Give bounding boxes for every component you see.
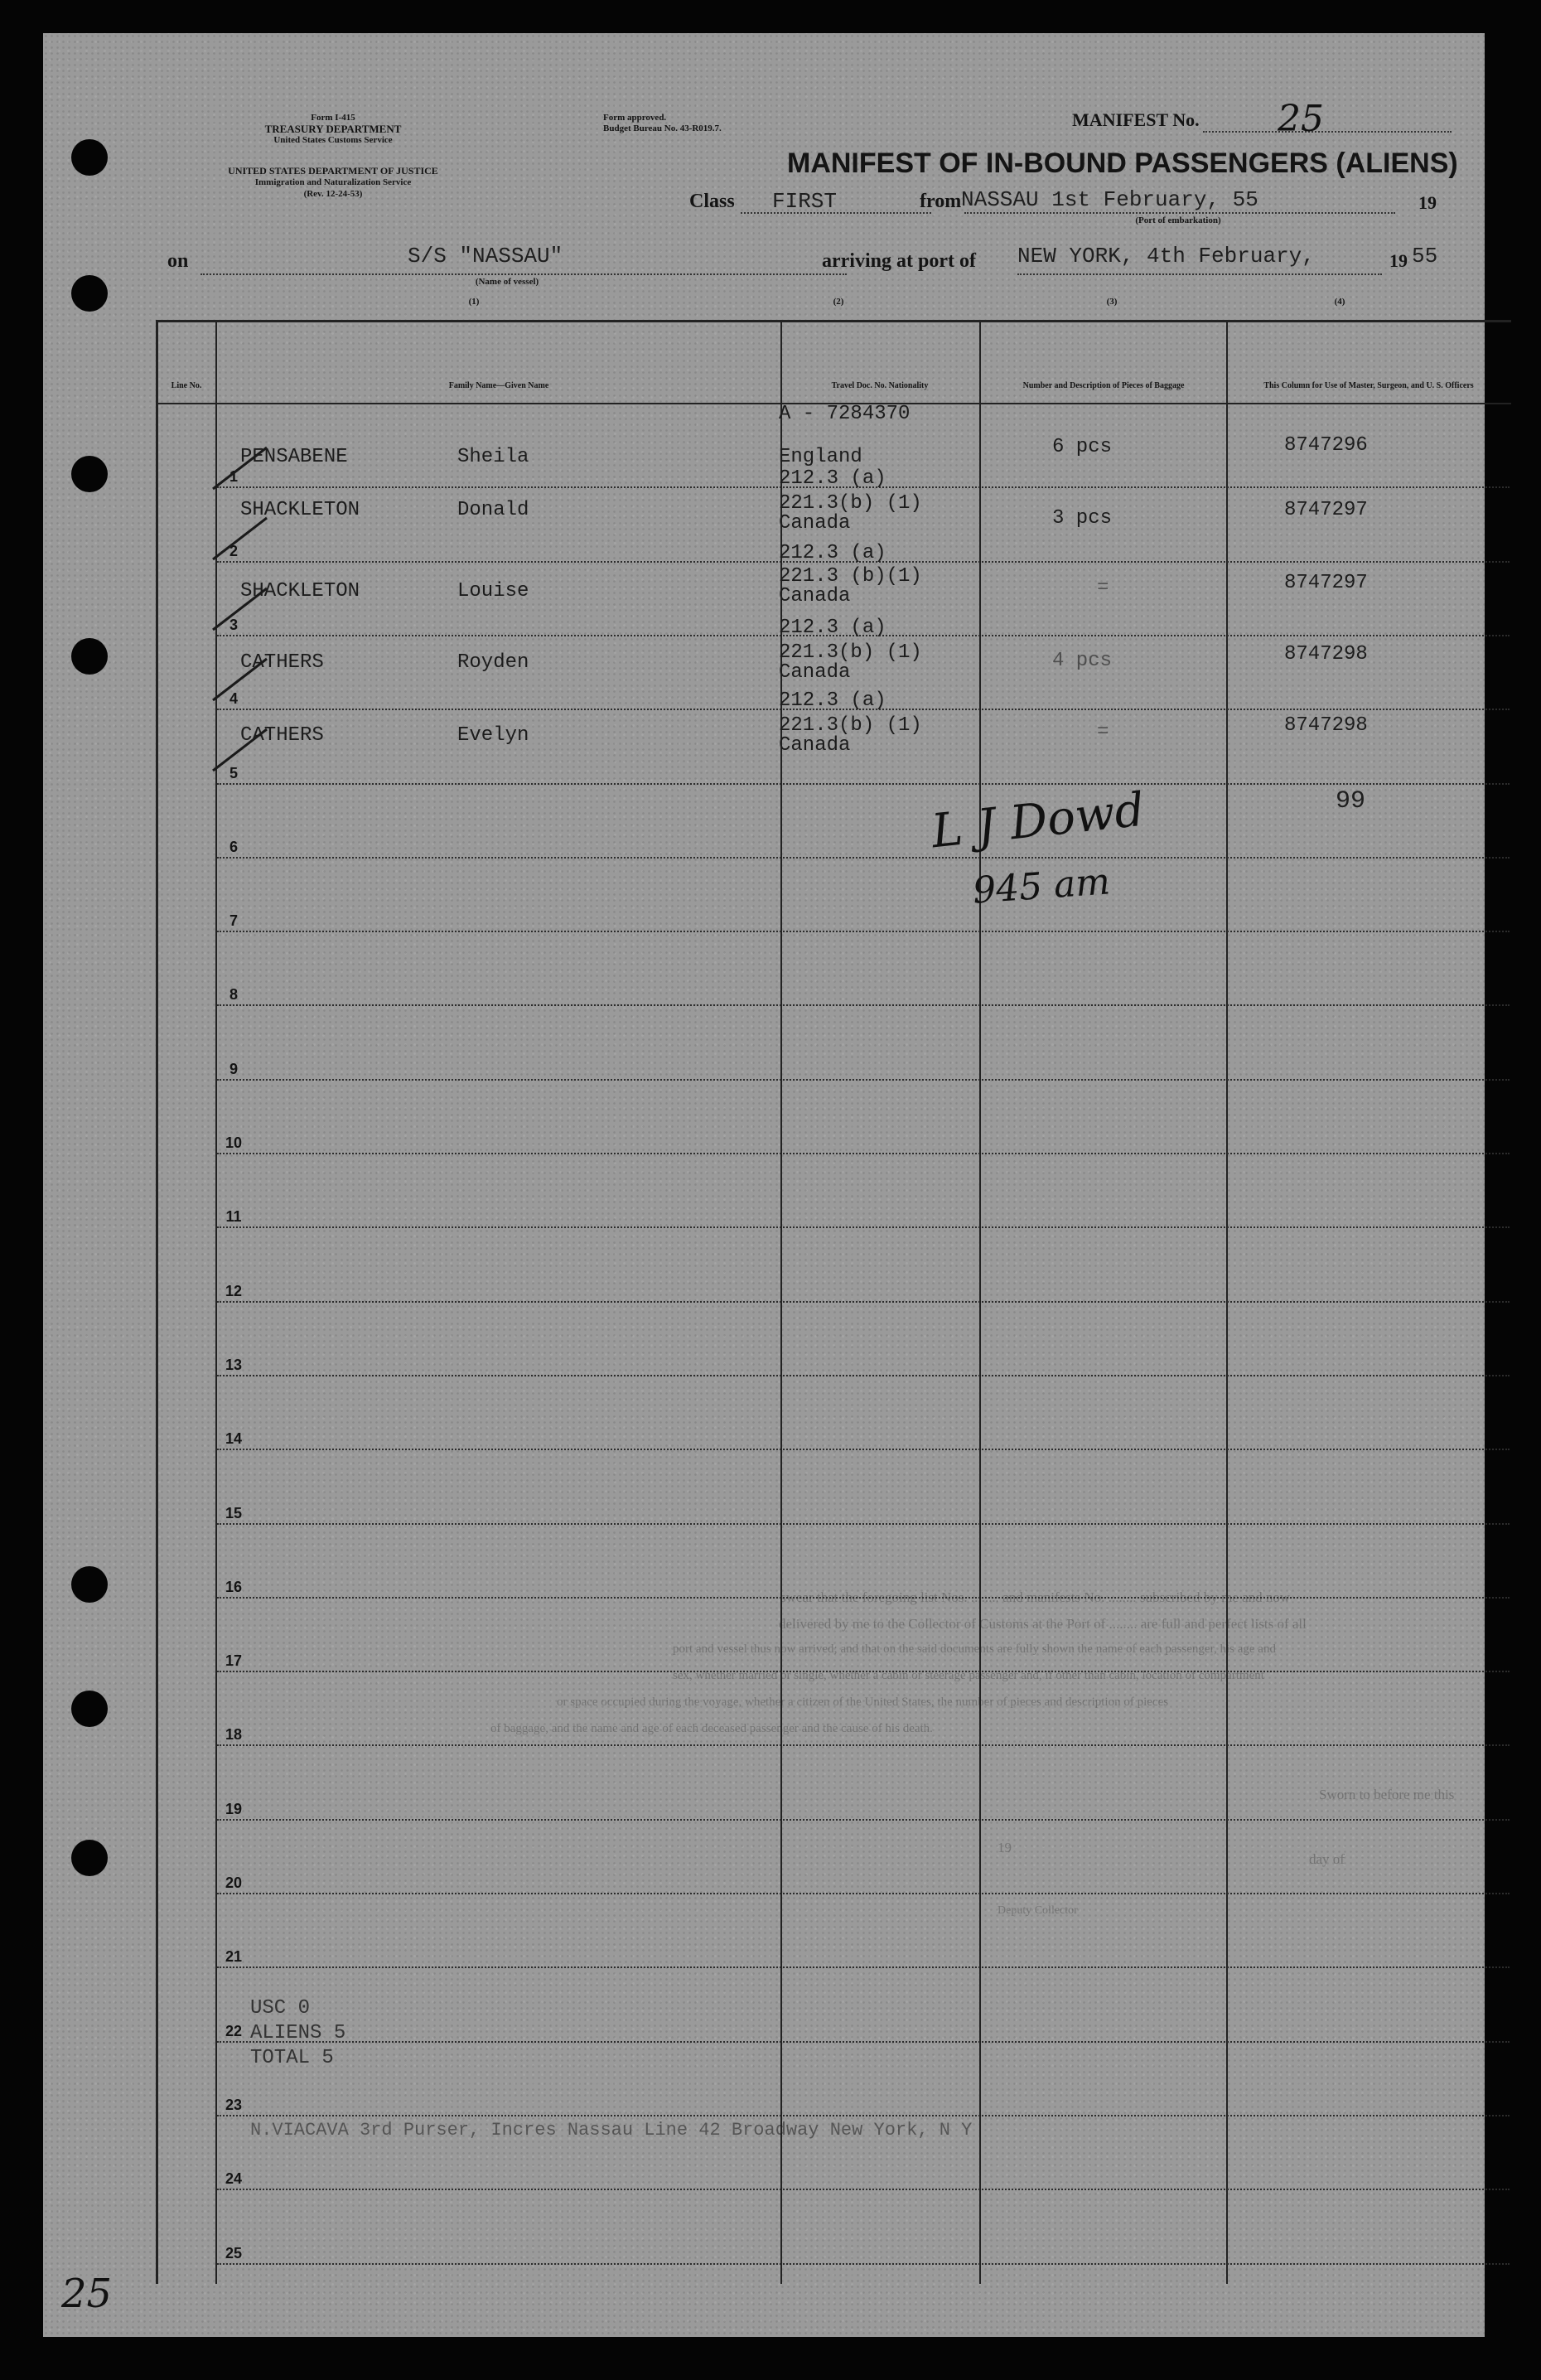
arriving-line (1017, 273, 1382, 275)
line-number: 19 (225, 1801, 243, 1817)
line-number: 13 (225, 1357, 243, 1373)
manifest-number: 25 (1278, 98, 1324, 140)
arrival-year: 55 (1412, 244, 1438, 268)
row-guide-line (217, 931, 1510, 932)
line-number: 7 (229, 912, 238, 929)
row-guide-line (217, 2189, 1510, 2190)
passenger-given-name: Donald (457, 499, 529, 521)
punch-hole (71, 1691, 108, 1727)
vessel-name: S/S "NASSAU" (408, 244, 563, 268)
immigration-service: Immigration and Naturalization Service (254, 177, 412, 187)
row-guide-line (217, 1893, 1510, 1894)
oath-line: port and vessel thus now arrived; and that on the said documents are fully shown the name of each passenger, his age and (673, 1642, 1276, 1656)
line-number: 14 (225, 1430, 243, 1447)
col-number-2: (2) (833, 297, 844, 307)
passenger-family-name: CATHERS (240, 651, 324, 674)
passenger-travel-doc-2: 221.3(b) (1) (779, 714, 922, 737)
oath-line: sex, whether married or single, whether a cabin or steerage passenger and, if other than cabin, location of compartment (673, 1669, 1264, 1682)
check-mark (213, 588, 267, 630)
row-guide-line (217, 2115, 1510, 2116)
row-guide-line (217, 1004, 1510, 1006)
row-guide-line (217, 1153, 1510, 1154)
punch-hole (71, 456, 108, 492)
punch-hole (71, 1566, 108, 1603)
form-approved: Form approved. (603, 113, 667, 123)
deputy-collector: Deputy Collector (998, 1904, 1078, 1917)
line-number: 24 (225, 2170, 243, 2187)
passenger-baggage: = (1097, 721, 1109, 743)
passenger-nationality: Canada (779, 734, 851, 757)
col-number-4: (4) (1334, 297, 1345, 307)
passenger-travel-doc: A - 7284370 (779, 403, 911, 425)
row-guide-line (217, 1966, 1510, 1968)
passenger-travel-doc: 212.3 (a) (779, 689, 886, 712)
row-guide-line (217, 1079, 1510, 1081)
passenger-travel-doc: 212.3 (a) (779, 542, 886, 564)
manifest-number-label: MANIFEST No. (1072, 109, 1200, 130)
col-header-baggage: Number and Description of Pieces of Baggage (1022, 381, 1185, 390)
row-guide-line (217, 1449, 1510, 1450)
vessel-line (200, 273, 847, 275)
inspection-time: 945 am (971, 860, 1112, 912)
on-label: on (167, 250, 189, 272)
revision-date: (Rev. 12-24-53) (303, 189, 363, 199)
line-number: 15 (225, 1505, 243, 1521)
year-prefix: 19 (1418, 192, 1437, 213)
passenger-official-no: 8747297 (1284, 572, 1368, 594)
col-header-line-no: Line No. (171, 381, 202, 390)
passenger-baggage: 3 pcs (1052, 507, 1113, 530)
check-marks (167, 423, 283, 804)
oath-line: swear that the foregoing list Nos. ........ and manifests No. ........ subscribed by me and now (780, 1589, 1291, 1605)
punch-hole (71, 638, 108, 675)
justice-department: UNITED STATES DEPARTMENT OF JUSTICE (228, 165, 438, 177)
passenger-baggage: 6 pcs (1052, 436, 1113, 458)
passenger-travel-doc: 212.3 (a) (779, 467, 886, 490)
passenger-given-name: Louise (457, 580, 529, 602)
line-number: 12 (225, 1283, 243, 1299)
punch-hole (71, 275, 108, 312)
line-number: 20 (225, 1874, 243, 1891)
row-guide-line (217, 1301, 1510, 1303)
oath-line: or space occupied during the voyage, whether a citizen of the United States, the number of pieces and description of pieces (557, 1696, 1169, 1709)
col-header-name: Family Name—Given Name (448, 381, 549, 390)
from-line (964, 212, 1395, 214)
line-number: 5 (229, 765, 238, 781)
passenger-baggage: = (1097, 577, 1109, 599)
total-usc: USC 0 (250, 1997, 311, 2020)
passenger-official-no: 8747296 (1284, 434, 1368, 457)
punch-hole (71, 1840, 108, 1876)
passenger-family-name: PENSABENE (240, 446, 348, 468)
table-left-border (156, 320, 158, 2284)
col-number-1: (1) (468, 297, 480, 307)
row-guide-line (217, 1744, 1510, 1746)
line-number: 4 (229, 690, 238, 707)
line-number: 17 (225, 1652, 243, 1669)
line-number: 18 (225, 1726, 243, 1743)
passenger-official-no: 8747298 (1284, 714, 1368, 737)
total-count: TOTAL 5 (250, 2047, 334, 2069)
from-value: NASSAU 1st February, 55 (961, 187, 1258, 212)
col-header-official: This Column for Use of Master, Surgeon, and U. S. Officers (1263, 381, 1474, 390)
line-number: 25 (225, 2245, 243, 2261)
check-mark (213, 518, 267, 559)
oath-line: of baggage, and the name and age of each deceased passenger and the cause of his death. (490, 1722, 933, 1735)
form-number: Form I-415 (311, 113, 355, 123)
punch-hole (71, 139, 108, 176)
passenger-given-name: Evelyn (457, 724, 529, 747)
purser-line: N.VIACAVA 3rd Purser, Incres Nassau Line 42 Broadway New York, N Y (250, 2120, 973, 2141)
line-number: 16 (225, 1579, 243, 1595)
passenger-travel-doc-2: 221.3(b) (1) (779, 641, 922, 664)
line-number: 11 (225, 1208, 242, 1225)
year-prefix-arrival: 19 (1389, 250, 1408, 271)
passenger-family-name: SHACKLETON (240, 580, 360, 602)
inspector-signature: L J Dowd (929, 782, 1147, 859)
oath-year: 19 (998, 1840, 1012, 1855)
vessel-name-label: (Name of vessel) (475, 277, 539, 287)
treasury-department: TREASURY DEPARTMENT (264, 123, 402, 135)
passenger-official-no: 8747297 (1284, 499, 1368, 521)
passenger-travel-doc-2: 221.3 (b)(1) (779, 565, 922, 588)
col-number-3: (3) (1106, 297, 1118, 307)
passenger-nationality: Canada (779, 661, 851, 684)
row-guide-line (217, 1226, 1510, 1228)
total-aliens: ALIENS 5 (250, 2022, 346, 2044)
passenger-nationality: Canada (779, 512, 851, 535)
row-guide-line (217, 2263, 1510, 2265)
manifest-page (43, 33, 1485, 2337)
class-value: FIRST (772, 189, 838, 214)
line-number: 3 (229, 617, 238, 633)
line-number: 6 (229, 839, 238, 855)
line-number: 21 (225, 1948, 243, 1965)
official-mark: 99 (1336, 787, 1366, 815)
line-number: 8 (229, 986, 238, 1003)
line-number: 22 (225, 2023, 243, 2039)
passenger-nationality: England (779, 446, 862, 468)
table-top-border (156, 320, 1511, 322)
passenger-official-no: 8747298 (1284, 643, 1368, 665)
row-guide-line (217, 783, 1510, 785)
line-number: 2 (229, 543, 238, 559)
budget-bureau: Budget Bureau No. 43-R019.7. (603, 123, 722, 133)
passenger-family-name: CATHERS (240, 724, 324, 747)
passenger-travel-doc-2: 221.3(b) (1) (779, 492, 922, 515)
row-guide-line (217, 2041, 1510, 2043)
row-guide-line (217, 857, 1510, 859)
manifest-number-line (1203, 131, 1452, 133)
row-guide-line (217, 1375, 1510, 1376)
passenger-given-name: Royden (457, 651, 529, 674)
passenger-nationality: Canada (779, 585, 851, 607)
check-mark (213, 659, 267, 700)
arriving-value: NEW YORK, 4th February, (1017, 244, 1315, 268)
page-corner-number: 25 (61, 2271, 113, 2317)
from-label: from (920, 191, 962, 212)
col-header-travel-doc: Travel Doc. No. Nationality (831, 381, 929, 390)
sworn-statement: Sworn to before me this (1319, 1787, 1455, 1802)
passenger-given-name: Sheila (457, 446, 529, 468)
passenger-baggage: 4 pcs (1052, 650, 1113, 672)
manifest-title: MANIFEST OF IN-BOUND PASSENGERS (ALIENS) (787, 148, 1458, 179)
check-mark (213, 729, 267, 771)
line-number: 23 (225, 2097, 243, 2113)
row-guide-line (217, 1523, 1510, 1525)
day-of: day of (1309, 1851, 1345, 1867)
line-number: 10 (225, 1134, 243, 1151)
class-label: Class (689, 191, 735, 212)
oath-line: delivered by me to the Collector of Customs at the Port of ........ are full and perfect lists of all (779, 1616, 1307, 1632)
customs-service: United States Customs Service (273, 135, 393, 145)
row-guide-line (217, 1819, 1510, 1821)
check-mark (213, 447, 267, 489)
line-number: 9 (229, 1061, 238, 1077)
port-embarkation-label: (Port of embarkation) (1135, 215, 1221, 225)
line-number: 1 (229, 468, 238, 485)
passenger-family-name: SHACKLETON (240, 499, 360, 521)
arriving-label: arriving at port of (822, 250, 976, 272)
passenger-travel-doc: 212.3 (a) (779, 617, 886, 639)
